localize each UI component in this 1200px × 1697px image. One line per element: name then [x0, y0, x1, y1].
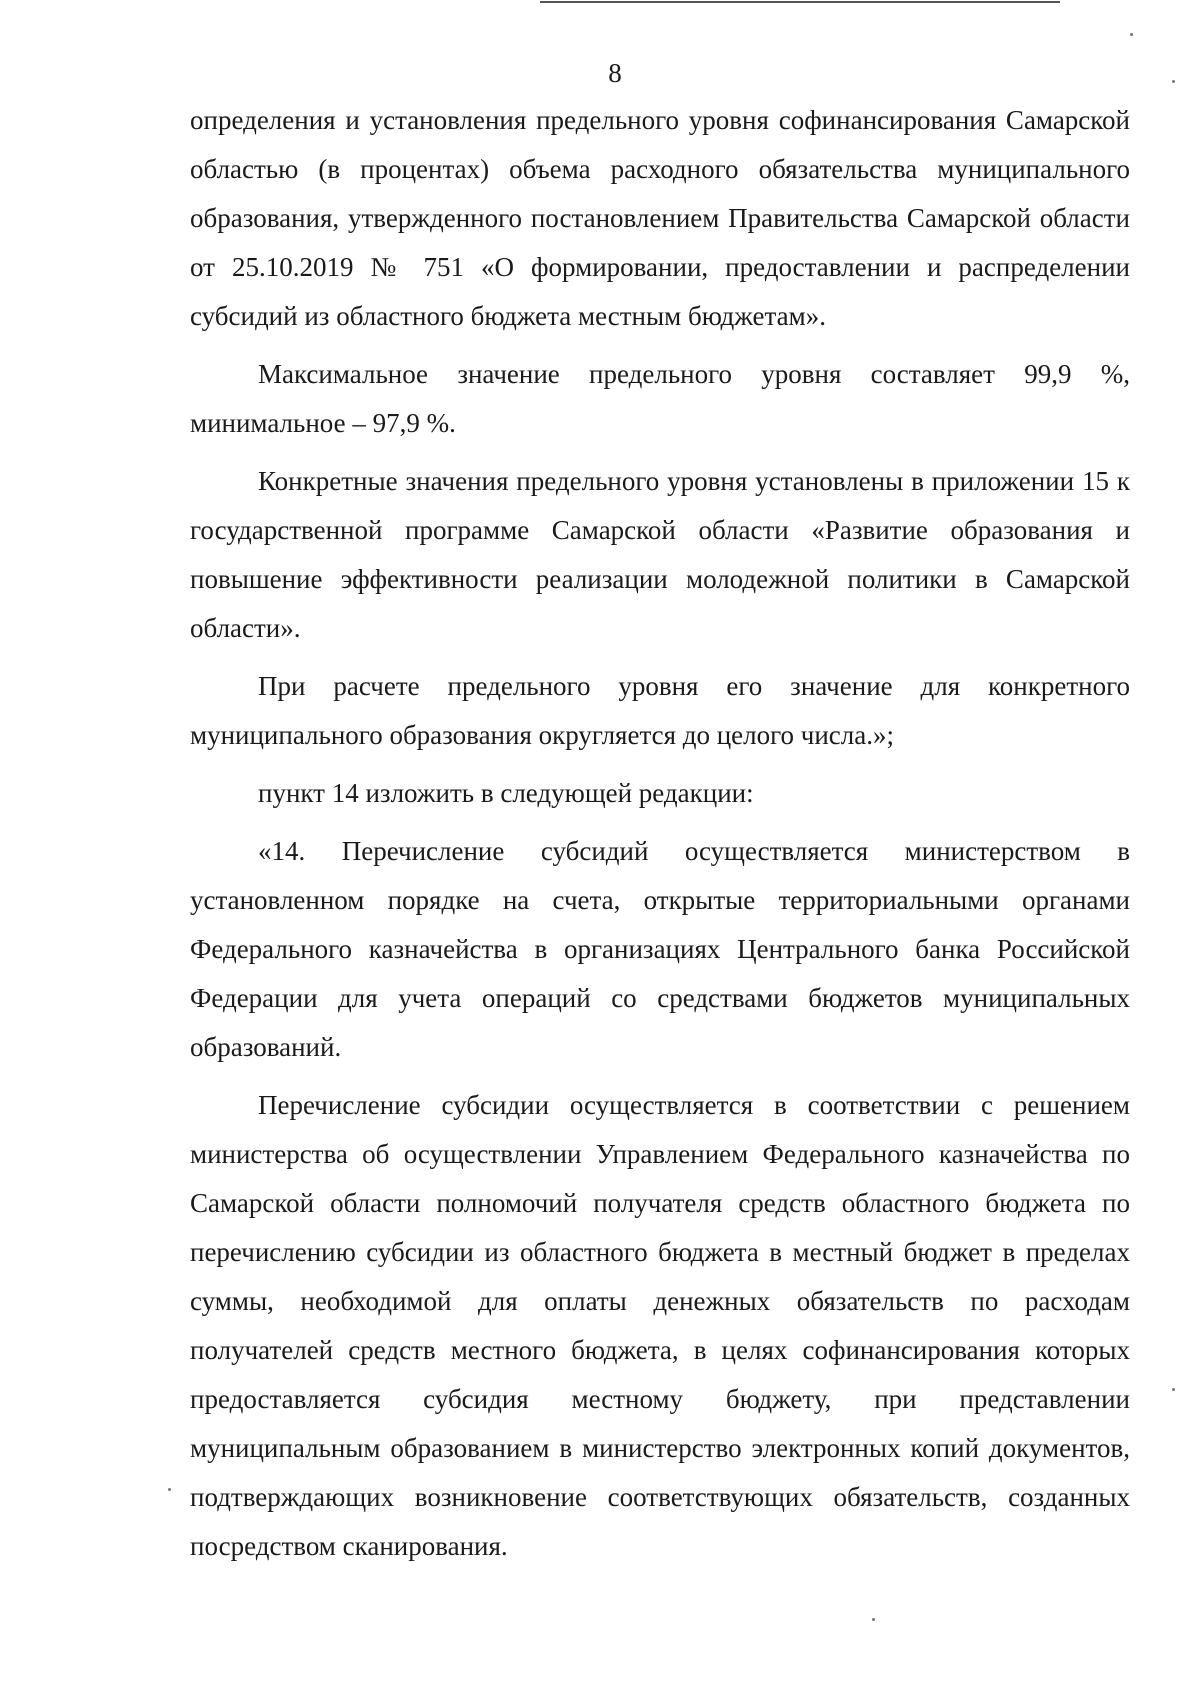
paragraph-specific-values: Конкретные значения предельного уровня установлены в приложении 15 к государственной программе Самарской области «Развитие образования и повышение эффективности реализации молодежной политики в Самарской области». — [190, 466, 1130, 643]
scan-speck — [1130, 33, 1133, 36]
scan-speck — [1172, 1388, 1175, 1391]
paragraph-clause-14-intro: пункт 14 изложить в следующей редакции: — [258, 778, 754, 808]
document-body — [190, 96, 1130, 1580]
page-number: 8 — [608, 58, 622, 88]
paragraph-clause-14: «14. Перечисление субсидий осуществляется министерством в установленном порядке на счета, открытые территориальными органами Федерального казначейства в организациях Центрального банка Российской Федерации для учета операций со средствами бюджетов муниципальных образований. — [190, 836, 1130, 1062]
paragraph-continuation: определения и установления предельного уровня софинансирования Самарской областью (в процентах) объема расходного обязательства муниципального образования, утвержденного постановлением Правительства Самарской области от 25.10.2019 № 751 «О формировании, предоставлении и распределении субсидий из областного бюджета местным бюджетам». — [190, 105, 1130, 331]
paragraph-max-min-level: Максимальное значение предельного уровня составляет 99,9 %, минимальное – 97,9 %. — [190, 359, 1130, 438]
scan-top-rule — [540, 1, 1060, 3]
paragraph-transfer-procedure: Перечисление субсидии осуществляется в соответствии с решением министерства об осуществлении Управлением Федерального казначейства по Самарской области полномочий получателя средств областного бюджета по перечислению субсидии из областного бюджета в местный бюджет в пределах суммы, необходимой для оплаты денежных обязательств по расходам получателей средств местного бюджета, в целях софинансирования которых предоставляется субсидия местному бюджету, при представлении муниципальным образованием в министерство электронных копий документов, подтверждающих возникновение соответствующих обязательств, созданных посредством сканирования. — [190, 1090, 1130, 1561]
paragraph-rounding: При расчете предельного уровня его значение для конкретного муниципального образования округляется до целого числа.»; — [190, 671, 1130, 750]
scan-speck — [872, 1618, 875, 1621]
scan-speck — [168, 1488, 171, 1491]
